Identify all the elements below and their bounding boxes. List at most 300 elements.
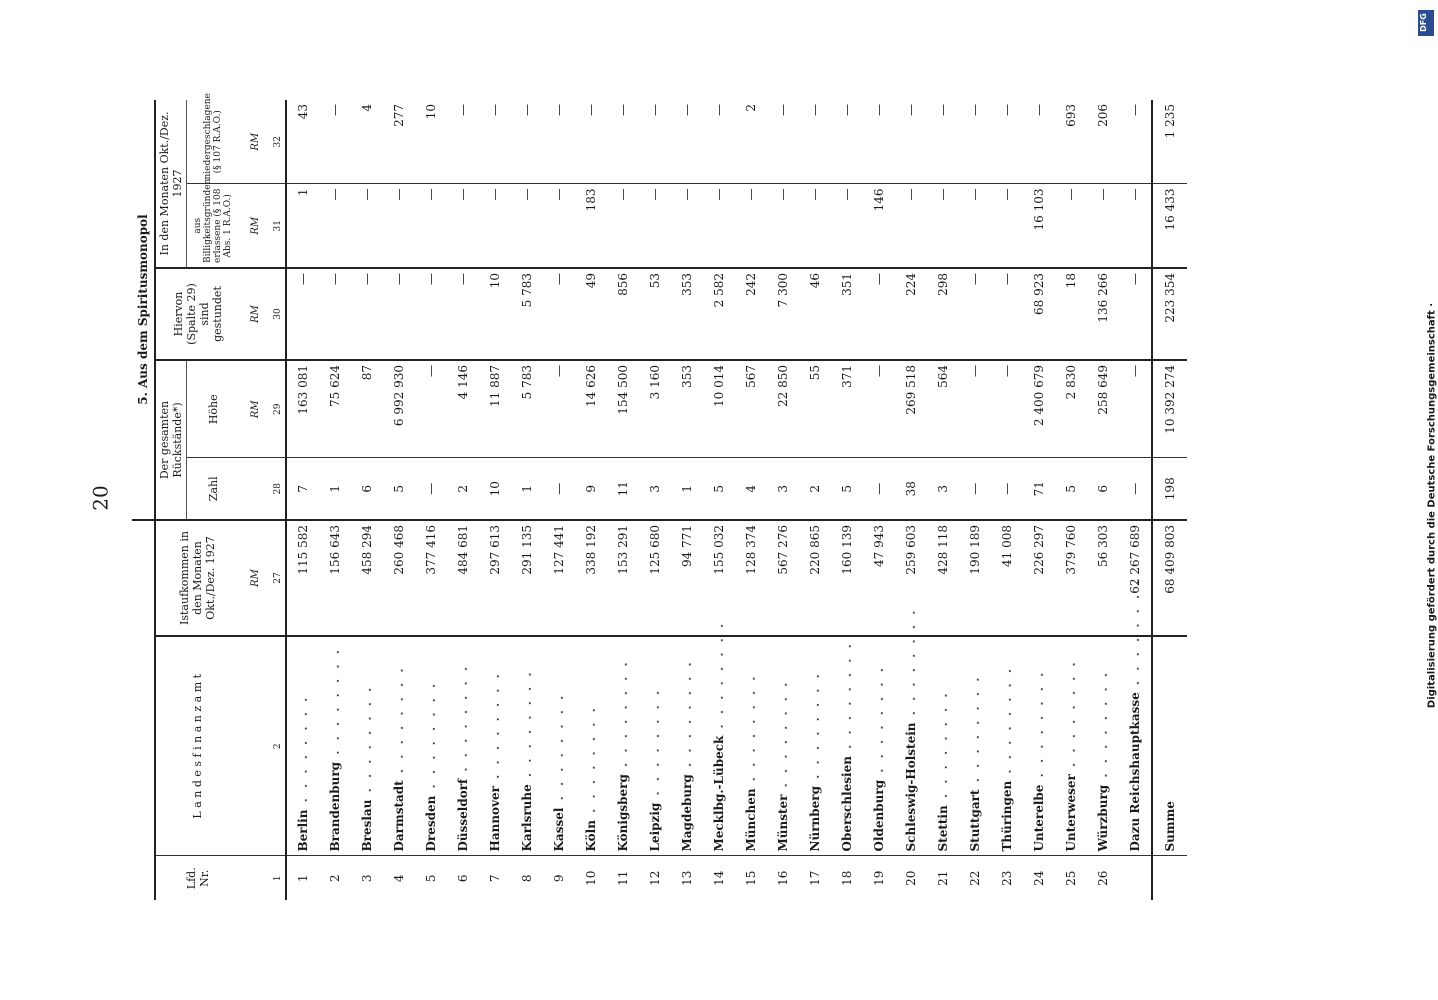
finanzamt-name: Thüringen . . . . . . . . — [991, 636, 1023, 856]
istaufkommen-value: 291 135 — [511, 520, 543, 636]
zahl-value: 38 — [895, 458, 927, 520]
finanzamt-name: Unterelbe . . . . . . . . — [1023, 636, 1055, 856]
header-rueckstaende: Der gesamten Rückstände*) — [155, 360, 187, 520]
leader-dots: . . . . . . . . — [520, 669, 534, 785]
niedergeschlagen-value: — — [639, 100, 671, 184]
istaufkommen-value: 62 267 689 — [1119, 520, 1152, 636]
gestundet-value: — — [286, 268, 319, 360]
column-number: 2 — [271, 636, 286, 856]
niedergeschlagen-value: — — [831, 100, 863, 184]
zahl-value: 9 — [575, 458, 607, 520]
zahl-value: — — [959, 458, 991, 520]
erlassen-value: — — [927, 184, 959, 268]
leader-dots: . . . . . . . . — [1064, 659, 1078, 775]
header-lfd-nr: Lfd. Nr. — [184, 867, 211, 890]
niedergeschlagen-value: 4 — [351, 100, 383, 184]
erlassen-value: 16 103 — [1023, 184, 1055, 268]
erlassen-value: — — [831, 184, 863, 268]
erlassen-value: — — [767, 184, 799, 268]
leader-dots: . . . . . . . . — [1128, 577, 1142, 693]
niedergeschlagen-value: — — [863, 100, 895, 184]
zahl-value: — — [543, 458, 575, 520]
leader-dots: . . . . . . . . — [840, 641, 854, 757]
hoehe-value: 87 — [351, 360, 383, 458]
istaufkommen-value: 56 303 — [1087, 520, 1119, 636]
header-landesfinanzamt: L a n d e s f i n a n z a m t — [155, 636, 239, 856]
gestundet-value: — — [447, 268, 479, 360]
leader-dots: . . . . . . . . — [488, 671, 502, 786]
table-row — [575, 100, 607, 900]
erlassen-value: — — [1119, 184, 1152, 268]
istaufkommen-value: 484 681 — [447, 520, 479, 636]
header-monate: In den Monaten Okt./Dez. 1927 — [155, 100, 187, 268]
zahl-value: 4 — [735, 458, 767, 520]
table-row — [735, 100, 767, 900]
gestundet-value: — — [991, 268, 1023, 360]
zahl-value: 5 — [1055, 458, 1087, 520]
hoehe-value: 371 — [831, 360, 863, 458]
niedergeschlagen-value: 277 — [383, 100, 415, 184]
leader-dots: . . . . . . . . — [808, 671, 822, 787]
hoehe-value: 22 850 — [767, 360, 799, 458]
istaufkommen-value: 127 441 — [543, 520, 575, 636]
leader-dots: . . . . . . . . — [1032, 669, 1046, 785]
finanzamt-name: Nürnberg . . . . . . . . — [799, 636, 831, 856]
erlassen-value: — — [447, 184, 479, 268]
leader-dots: . . . . . . . . — [872, 665, 886, 780]
column-number: 27 — [271, 520, 286, 636]
gestundet-value: — — [383, 268, 415, 360]
leader-dots: . . . . . . . . — [776, 679, 790, 795]
gestundet-value: 53 — [639, 268, 671, 360]
erlassen-value: — — [703, 184, 735, 268]
hoehe-value: 2 400 679 — [1023, 360, 1055, 458]
row-number: 6 — [456, 874, 470, 883]
table-row — [479, 100, 511, 900]
leader-dots: . . . . . . . . — [1000, 665, 1014, 781]
dfg-logo: DFG — [1418, 10, 1434, 36]
erlassen-value: — — [639, 184, 671, 268]
gestundet-value: 136 266 — [1087, 268, 1119, 360]
finanzamt-name: Schleswig-Holstein . . . . . . . . — [895, 636, 927, 856]
leader-dots: . . . . . . . . — [584, 705, 598, 821]
row-number: 21 — [936, 870, 950, 886]
zahl-value: 3 — [927, 458, 959, 520]
hoehe-value: — — [543, 360, 575, 458]
table-row — [767, 100, 799, 900]
niedergeschlagen-value: — — [1023, 100, 1055, 184]
digitization-note: Digitalisierung gefördert durch die Deutsche Forschungsgemeinschaft · — [1426, 302, 1438, 709]
erlassen-value: — — [383, 184, 415, 268]
row-number: 22 — [968, 870, 982, 886]
row-number: 2 — [328, 874, 342, 883]
leader-dots: . . . . . . . . — [936, 690, 950, 806]
finanzamt-name: Oberschlesien . . . . . . . . — [831, 636, 863, 856]
leader-dots: . . . . . . . . — [1096, 669, 1110, 785]
hoehe-value: — — [863, 360, 895, 458]
gestundet-value: 351 — [831, 268, 863, 360]
leader-dots: . . . . . . . . — [360, 684, 374, 800]
zahl-value: — — [863, 458, 895, 520]
row-number: 15 — [744, 870, 758, 886]
istaufkommen-value: 47 943 — [863, 520, 895, 636]
table-row — [959, 100, 991, 900]
niedergeschlagen-value: — — [319, 100, 351, 184]
zahl-value: 7 — [286, 458, 319, 520]
header-hiervon: Hiervon (Spalte 29) sind gestundet — [155, 268, 239, 360]
erlassen-value: — — [1087, 184, 1119, 268]
niedergeschlagen-value: 10 — [415, 100, 447, 184]
table-row — [1087, 100, 1119, 900]
istaufkommen-value: 115 582 — [286, 520, 319, 636]
row-number — [1152, 856, 1187, 900]
zahl-value: 5 — [703, 458, 735, 520]
gestundet-value: — — [959, 268, 991, 360]
leader-dots: . . . . . . . . — [392, 665, 406, 781]
row-number: 25 — [1064, 870, 1078, 886]
gestundet-value: 2 582 — [703, 268, 735, 360]
gestundet-value: 5 783 — [511, 268, 543, 360]
column-number: 28 — [271, 458, 286, 520]
zahl-value: 11 — [607, 458, 639, 520]
finanzamt-name: Münster . . . . . . . . — [767, 636, 799, 856]
zahl-value: 3 — [639, 458, 671, 520]
row-number: 14 — [712, 870, 726, 886]
leader-dots: . . . . . . . . — [424, 680, 438, 796]
finanzamt-name: Magdeburg . . . . . . . . — [671, 636, 703, 856]
gestundet-value: 10 — [479, 268, 511, 360]
leader-dots: . . . . . . . . — [328, 647, 342, 762]
finanzamt-name: Düsseldorf . . . . . . . . — [447, 636, 479, 856]
istaufkommen-value: 125 680 — [639, 520, 671, 636]
zahl-value: — — [991, 458, 1023, 520]
finanzamt-name: Mecklbg.-Lübeck . . . . . . . . — [703, 636, 735, 856]
finanzamt-name: Dazu Reichshauptkasse . . . . . . . . — [1119, 636, 1152, 856]
erlassen-value: 16 433 — [1152, 184, 1187, 268]
hoehe-value: 3 160 — [639, 360, 671, 458]
gestundet-value: — — [543, 268, 575, 360]
page-number: 20 — [88, 485, 113, 511]
zahl-value: 2 — [799, 458, 831, 520]
istaufkommen-value: 128 374 — [735, 520, 767, 636]
table-row — [511, 100, 543, 900]
leader-dots: . . . . . . . . — [648, 687, 662, 803]
gestundet-value: — — [1119, 268, 1152, 360]
row-number: 23 — [1000, 870, 1014, 886]
table-row — [991, 100, 1023, 900]
hoehe-value: 6 992 930 — [383, 360, 415, 458]
erlassen-value: — — [959, 184, 991, 268]
hoehe-value: 10 014 — [703, 360, 735, 458]
finanzamt-name: Stettin . . . . . . . . — [927, 636, 959, 856]
erlassen-value: — — [415, 184, 447, 268]
finanzamt-name: Würzburg . . . . . . . . — [1087, 636, 1119, 856]
row-number: 18 — [840, 870, 854, 886]
leader-dots: . . . . . . . . — [616, 659, 630, 775]
istaufkommen-value: 160 139 — [831, 520, 863, 636]
header-niedergeschlagene: niedergeschlagene (§ 107 R.A.O.) — [187, 100, 240, 184]
istaufkommen-value: 259 603 — [895, 520, 927, 636]
row-number: 1 — [296, 874, 310, 883]
zahl-value: 1 — [511, 458, 543, 520]
row-number: 3 — [360, 874, 374, 883]
gestundet-value: 224 — [895, 268, 927, 360]
istaufkommen-value: 338 192 — [575, 520, 607, 636]
hoehe-value: — — [959, 360, 991, 458]
gestundet-value: 223 354 — [1152, 268, 1187, 360]
erlassen-value: — — [799, 184, 831, 268]
table-row — [863, 100, 895, 900]
istaufkommen-value: 379 760 — [1055, 520, 1087, 636]
column-number: 30 — [271, 268, 286, 360]
hoehe-value: — — [415, 360, 447, 458]
row-number: 4 — [392, 874, 406, 883]
finanzamt-name: Brandenburg . . . . . . . . — [319, 636, 351, 856]
table-row — [607, 100, 639, 900]
finanzamt-name: Breslau . . . . . . . . — [351, 636, 383, 856]
column-number: 32 — [271, 100, 286, 184]
erlassen-value: — — [895, 184, 927, 268]
header-billigkeit: aus Billigkeitsgründen erlassene (§ 108 Abs. 1 R.A.O.) — [187, 184, 240, 268]
hoehe-value: 55 — [799, 360, 831, 458]
table-row — [1023, 100, 1055, 900]
finanzamt-name: München . . . . . . . . — [735, 636, 767, 856]
unit-label: RM — [239, 520, 271, 636]
finanzamt-name: Leipzig . . . . . . . . — [639, 636, 671, 856]
table-row — [671, 100, 703, 900]
hoehe-value: — — [1119, 360, 1152, 458]
hoehe-value: 11 887 — [479, 360, 511, 458]
zahl-value: 6 — [1087, 458, 1119, 520]
zahl-value: 198 — [1152, 458, 1187, 520]
istaufkommen-value: 567 276 — [767, 520, 799, 636]
zahl-value: 5 — [383, 458, 415, 520]
unit-label: RM — [239, 100, 271, 184]
table-row — [831, 100, 863, 900]
leader-dots: . . . . . . . . — [968, 674, 982, 790]
sum-row — [1152, 100, 1187, 900]
table-row — [319, 100, 351, 900]
hoehe-value: 154 500 — [607, 360, 639, 458]
niedergeschlagen-value: — — [959, 100, 991, 184]
hoehe-value: 163 081 — [286, 360, 319, 458]
gestundet-value: 353 — [671, 268, 703, 360]
erlassen-value: — — [319, 184, 351, 268]
hoehe-value: 258 649 — [1087, 360, 1119, 458]
table-row — [895, 100, 927, 900]
erlassen-value: — — [991, 184, 1023, 268]
istaufkommen-value: 428 118 — [927, 520, 959, 636]
table-row — [286, 100, 319, 900]
hoehe-value: 14 626 — [575, 360, 607, 458]
finanzamt-name: Dresden . . . . . . . . — [415, 636, 447, 856]
gestundet-value: 49 — [575, 268, 607, 360]
istaufkommen-value: 156 643 — [319, 520, 351, 636]
table-row — [639, 100, 671, 900]
hoehe-value: 353 — [671, 360, 703, 458]
table-body — [286, 100, 1187, 900]
niedergeschlagen-value: — — [671, 100, 703, 184]
istaufkommen-value: 458 294 — [351, 520, 383, 636]
row-number: 17 — [808, 870, 822, 886]
row-number: 19 — [872, 870, 886, 886]
gestundet-value: — — [863, 268, 895, 360]
erlassen-value: — — [511, 184, 543, 268]
zahl-value: 6 — [351, 458, 383, 520]
header-zahl: Zahl — [187, 458, 240, 520]
niedergeschlagen-value: — — [479, 100, 511, 184]
table-row — [703, 100, 735, 900]
istaufkommen-value: 190 189 — [959, 520, 991, 636]
istaufkommen-value: 68 409 803 — [1152, 520, 1187, 636]
unit-label: RM — [239, 184, 271, 268]
gestundet-value: 46 — [799, 268, 831, 360]
table-row — [415, 100, 447, 900]
table-row — [543, 100, 575, 900]
row-number: 26 — [1096, 870, 1110, 886]
niedergeschlagen-value: — — [703, 100, 735, 184]
hoehe-value: 10 392 274 — [1152, 360, 1187, 458]
table-rotation-frame — [132, 93, 1282, 900]
gestundet-value: 298 — [927, 268, 959, 360]
zahl-value: 2 — [447, 458, 479, 520]
niedergeschlagen-value: 2 — [735, 100, 767, 184]
finanzamt-name: Berlin . . . . . . . . — [286, 636, 319, 856]
istaufkommen-value: 297 613 — [479, 520, 511, 636]
niedergeschlagen-value: — — [767, 100, 799, 184]
erlassen-value: — — [671, 184, 703, 268]
leader-dots: . . . . . . . . — [456, 663, 470, 779]
row-number: 11 — [616, 870, 630, 886]
unit-label: RM — [239, 268, 271, 360]
erlassen-value: — — [479, 184, 511, 268]
istaufkommen-value: 94 771 — [671, 520, 703, 636]
table-row — [383, 100, 415, 900]
niedergeschlagen-value: — — [927, 100, 959, 184]
leader-dots: . . . . . . . . — [744, 673, 758, 789]
hoehe-value: 2 830 — [1055, 360, 1087, 458]
niedergeschlagen-value: — — [895, 100, 927, 184]
gestundet-value: 18 — [1055, 268, 1087, 360]
niedergeschlagen-value: — — [991, 100, 1023, 184]
hoehe-value: 567 — [735, 360, 767, 458]
gestundet-value: — — [351, 268, 383, 360]
erlassen-value: — — [351, 184, 383, 268]
finanzamt-name: Königsberg . . . . . . . . — [607, 636, 639, 856]
header-hoehe: Höhe — [187, 360, 240, 458]
gestundet-value: 242 — [735, 268, 767, 360]
gestundet-value: — — [319, 268, 351, 360]
row-number: 8 — [520, 874, 534, 883]
leader-dots: . . . . . . . . — [296, 694, 310, 810]
finanzamt-name: Kassel . . . . . . . . — [543, 636, 575, 856]
niedergeschlagen-value: — — [447, 100, 479, 184]
spiritusmonopol-table — [132, 93, 1282, 900]
leader-dots: . . . . . . . . — [552, 692, 566, 808]
row-number: 9 — [552, 874, 566, 883]
erlassen-value: — — [543, 184, 575, 268]
finanzamt-name: Oldenburg . . . . . . . . — [863, 636, 895, 856]
finanzamt-name: Darmstadt . . . . . . . . — [383, 636, 415, 856]
niedergeschlagen-value: 1 235 — [1152, 100, 1187, 184]
row-number: 7 — [488, 874, 502, 883]
table-row — [799, 100, 831, 900]
table-row — [447, 100, 479, 900]
header-istaufkommen: Istaufkommen in den Monaten Okt./Dez. 1927 — [155, 520, 239, 636]
gestundet-value: — — [415, 268, 447, 360]
zahl-value: 1 — [671, 458, 703, 520]
niedergeschlagen-value: — — [511, 100, 543, 184]
istaufkommen-value: 155 032 — [703, 520, 735, 636]
niedergeschlagen-value: 693 — [1055, 100, 1087, 184]
row-number: 13 — [680, 870, 694, 886]
finanzamt-name: Karlsruhe . . . . . . . . — [511, 636, 543, 856]
row-number: 20 — [904, 870, 918, 886]
table-row — [927, 100, 959, 900]
gestundet-value: 7 300 — [767, 268, 799, 360]
zahl-value: 5 — [831, 458, 863, 520]
table-row — [1055, 100, 1087, 900]
section-title: 5. Aus dem Spiritusmonopol — [132, 100, 155, 520]
istaufkommen-value: 377 416 — [415, 520, 447, 636]
erlassen-value: 146 — [863, 184, 895, 268]
hoehe-value: — — [991, 360, 1023, 458]
erlassen-value: 1 — [286, 184, 319, 268]
istaufkommen-value: 41 008 — [991, 520, 1023, 636]
row-number — [1119, 856, 1152, 900]
gestundet-value: 856 — [607, 268, 639, 360]
row-number: 24 — [1032, 870, 1046, 886]
row-number: 10 — [584, 870, 598, 886]
zahl-value: — — [415, 458, 447, 520]
erlassen-value: — — [607, 184, 639, 268]
column-number: 31 — [271, 184, 286, 268]
istaufkommen-value: 226 297 — [1023, 520, 1055, 636]
erlassen-value: — — [1055, 184, 1087, 268]
hoehe-value: 269 518 — [895, 360, 927, 458]
erlassen-value: 183 — [575, 184, 607, 268]
leader-dots: . . . . . . . . — [680, 659, 694, 775]
finanzamt-name: Unterweser . . . . . . . . — [1055, 636, 1087, 856]
table-row — [1119, 100, 1152, 900]
zahl-value: 10 — [479, 458, 511, 520]
zahl-value: — — [1119, 458, 1152, 520]
finanzamt-name: Stuttgart . . . . . . . . — [959, 636, 991, 856]
niedergeschlagen-value: — — [575, 100, 607, 184]
finanzamt-name: Summe — [1152, 636, 1187, 856]
istaufkommen-value: 260 468 — [383, 520, 415, 636]
niedergeschlagen-value: — — [1119, 100, 1152, 184]
erlassen-value: — — [735, 184, 767, 268]
table-row — [351, 100, 383, 900]
gestundet-value: 68 923 — [1023, 268, 1055, 360]
leader-dots: . . . . . . . . — [712, 620, 726, 736]
niedergeschlagen-value: 206 — [1087, 100, 1119, 184]
row-number: 12 — [648, 870, 662, 886]
finanzamt-name: Köln . . . . . . . . — [575, 636, 607, 856]
niedergeschlagen-value: — — [799, 100, 831, 184]
niedergeschlagen-value: 43 — [286, 100, 319, 184]
zahl-value: 71 — [1023, 458, 1055, 520]
row-number: 16 — [776, 870, 790, 886]
istaufkommen-value: 220 865 — [799, 520, 831, 636]
column-number: 1 — [271, 856, 286, 900]
hoehe-value: 564 — [927, 360, 959, 458]
zahl-value: 1 — [319, 458, 351, 520]
hoehe-value: 5 783 — [511, 360, 543, 458]
niedergeschlagen-value: — — [543, 100, 575, 184]
zahl-value: 3 — [767, 458, 799, 520]
